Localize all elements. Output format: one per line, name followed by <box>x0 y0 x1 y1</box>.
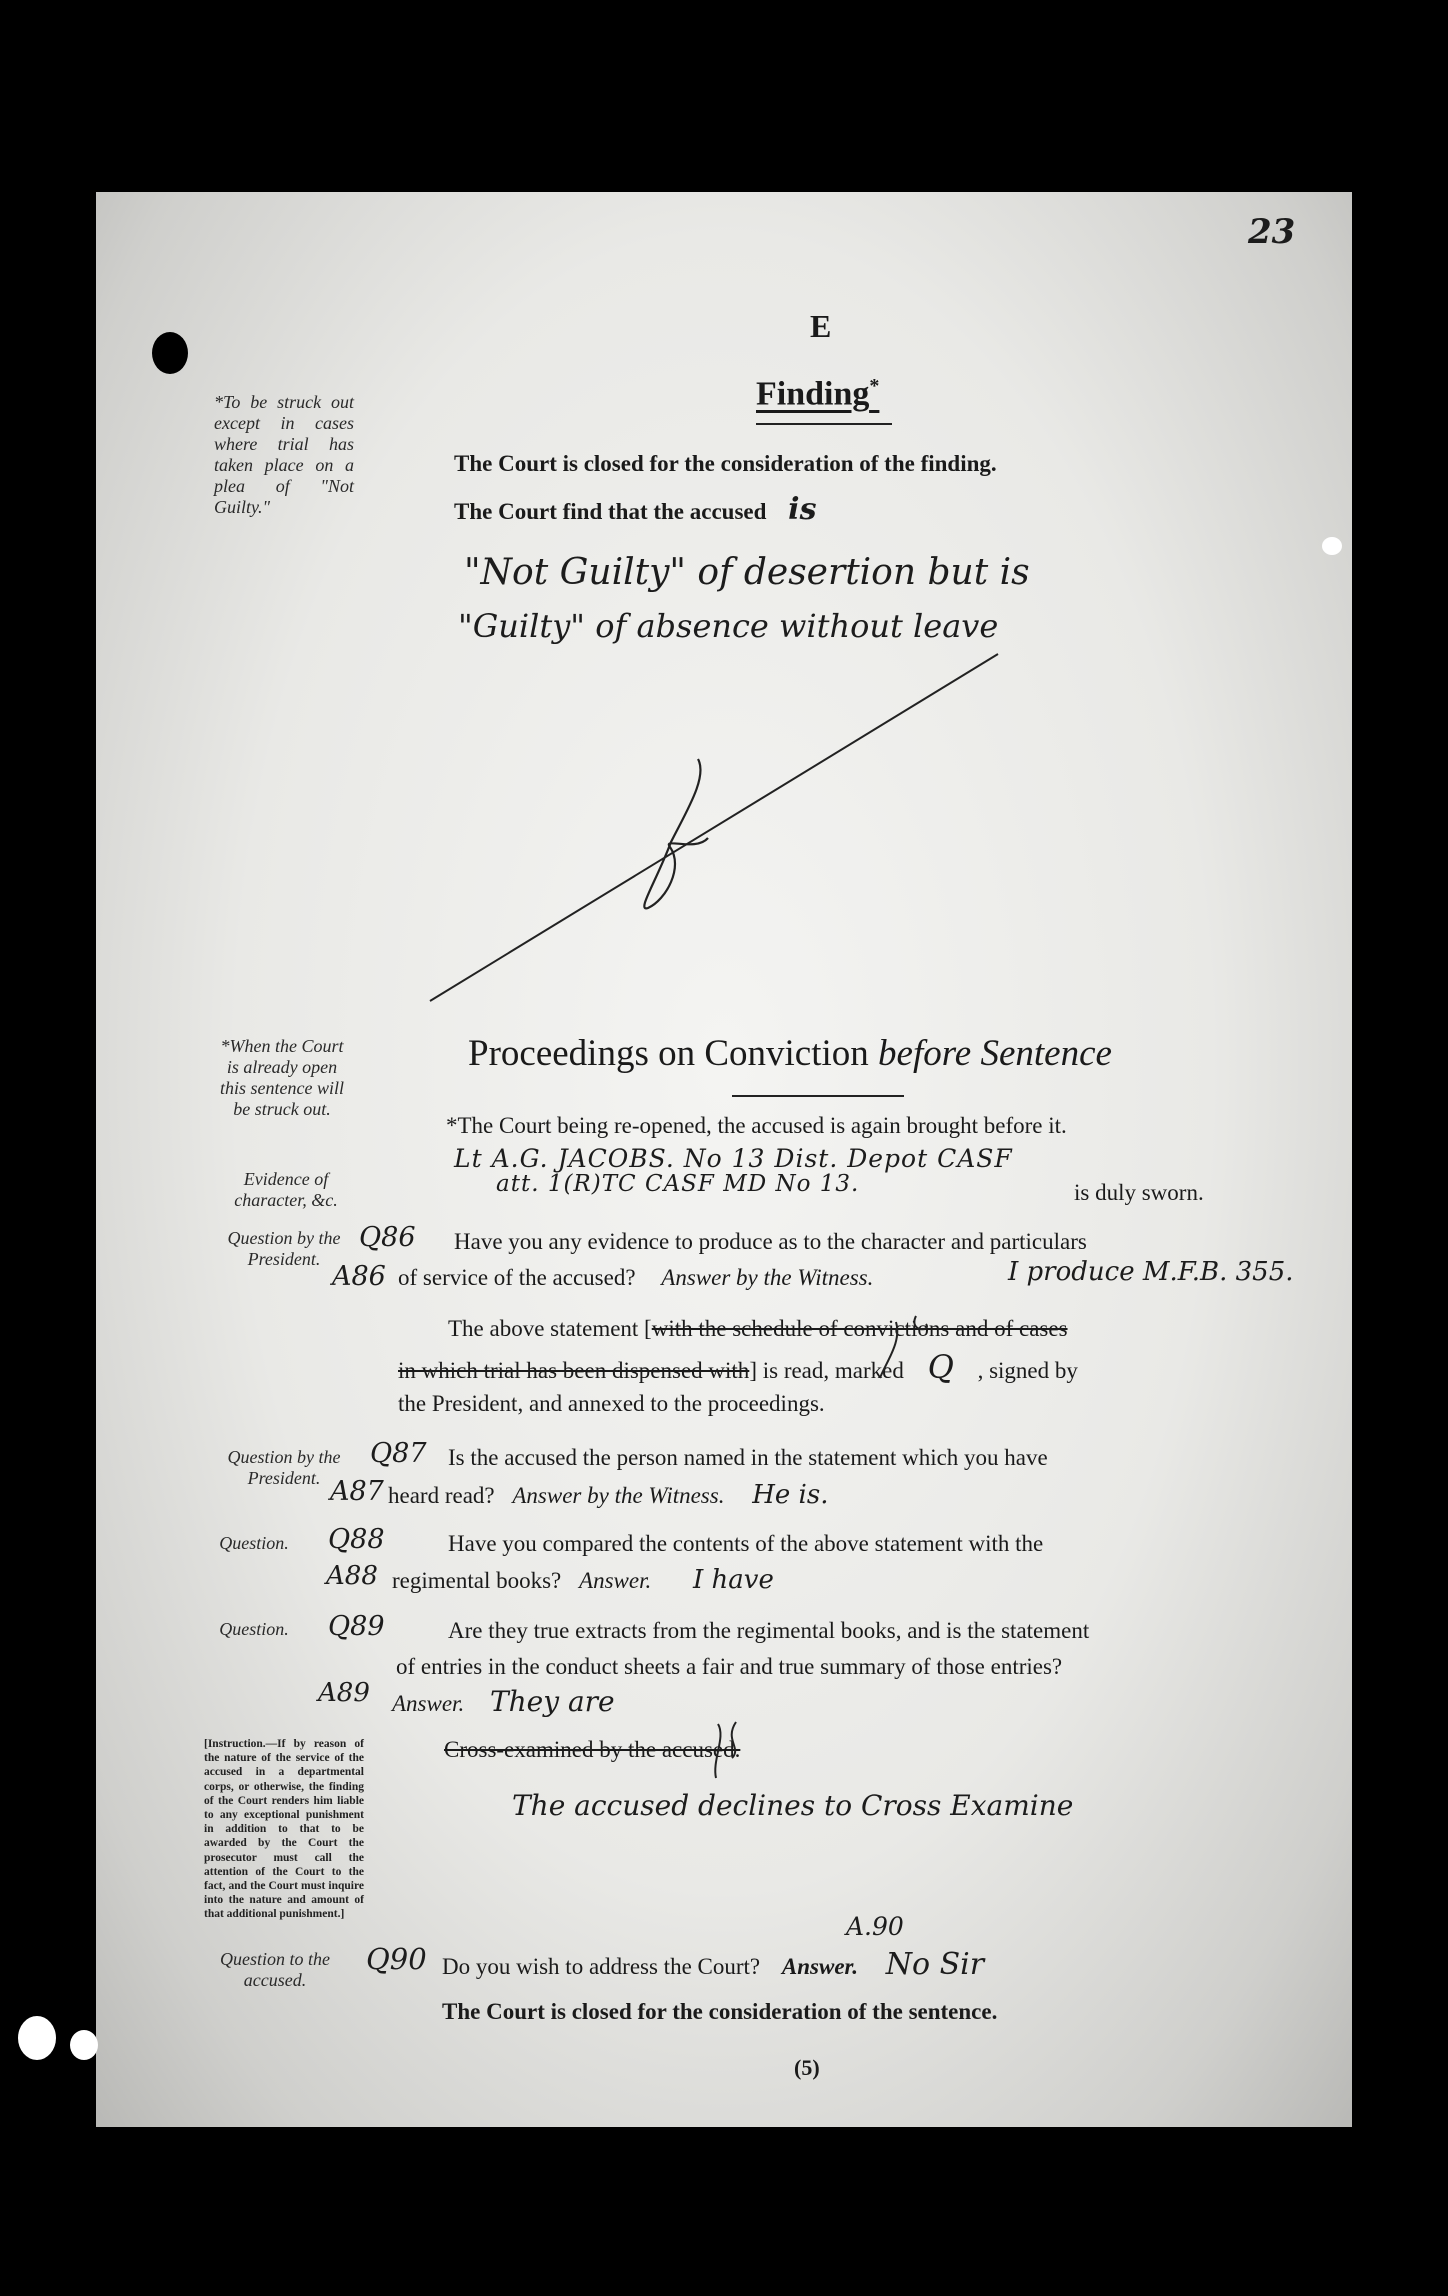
q87-text-2-body: heard read? <box>388 1483 495 1508</box>
q86-margin: Question by the President. <box>227 1228 341 1269</box>
witness-hand-1: Lt A.G. JACOBS. No 13 Dist. Depot CASF <box>454 1144 1013 1173</box>
witness-hand-2: att. 1(R)TC CASF MD No 13. <box>496 1171 860 1197</box>
document-page <box>96 192 1352 2127</box>
q88-answer-label: Answer. <box>579 1568 652 1593</box>
scan-speck <box>1322 537 1342 555</box>
a89-number: A89 <box>318 1678 370 1708</box>
statement-struck-2: in which trial has been dispensed with <box>398 1358 750 1383</box>
cross-struck: Cross-examined by the accused. <box>444 1737 741 1762</box>
scan-speck-left <box>18 2016 56 2060</box>
statement-struck-1: with the schedule of convictions and of cases <box>651 1316 1068 1341</box>
proceedings-title-italic: before Sentence <box>878 1033 1112 1074</box>
finding-title-mark: * <box>869 375 880 397</box>
a90-number: A.90 <box>846 1912 904 1941</box>
footer-page-number: (5) <box>794 2055 820 2080</box>
q86-answer: I produce M.F.B. 355. <box>1008 1257 1294 1287</box>
q87-answer-label: Answer by the Witness. <box>512 1483 725 1508</box>
q88-number: Q88 <box>328 1524 385 1555</box>
a86-number: A86 <box>332 1261 386 1292</box>
initials-scribble <box>644 759 708 908</box>
finding-closed-line: The Court is closed for the consideration of the finding. <box>454 451 997 476</box>
finding-title-text: Finding <box>756 375 870 413</box>
q90-margin: Question to the accused. <box>220 1949 330 1990</box>
reopened-line: *The Court being re-opened, the accused is again brought before it. <box>446 1113 1067 1138</box>
q90-text: Do you wish to address the Court? <box>442 1954 761 1979</box>
page-number: 23 <box>1248 212 1296 252</box>
q90-answer: No Sir <box>885 1947 985 1982</box>
scan-speck-left-2 <box>70 2030 98 2060</box>
q87-margin: Question by the President. <box>227 1447 341 1488</box>
q86-number: Q86 <box>359 1222 416 1253</box>
q90-number: Q90 <box>366 1942 427 1976</box>
q86-text-1: Have you any evidence to produce as to the character and particulars <box>454 1229 1087 1254</box>
q87-answer: He is. <box>752 1480 829 1510</box>
statement-after: ] is read, marked <box>749 1358 904 1383</box>
verdict-line-1: "Not Guilty" of desertion but is <box>464 552 1030 593</box>
q88-margin: Question. <box>219 1533 289 1553</box>
statement-line-3: the President, and annexed to the proceedings. <box>398 1391 825 1416</box>
q89-answer-label: Answer. <box>392 1691 465 1716</box>
q90-answer-label: Answer. <box>781 1954 858 1979</box>
handwriting-strokes <box>96 192 1352 2127</box>
q88-text-1: Have you compared the contents of the above statement with the <box>448 1531 1044 1556</box>
finding-margin-note: *To be struck out except in cases where trial has taken place on a plea of "Not Guilty." <box>214 392 354 517</box>
statement-mark: Q <box>927 1348 954 1386</box>
q89-number: Q89 <box>328 1611 385 1642</box>
section-letter: E <box>810 308 832 344</box>
initials-cross <box>715 1722 736 1778</box>
initials-statement <box>880 1316 927 1378</box>
sworn-text: is duly sworn. <box>1074 1180 1204 1205</box>
q86-text-2-body: of service of the accused? <box>398 1265 636 1290</box>
q89-text-2: of entries in the conduct sheets a fair and true summary of those entries? <box>396 1654 1063 1679</box>
q89-text-1: Are they true extracts from the regimental books, and is the statement <box>448 1618 1090 1643</box>
proceedings-margin-note-1: *When the Court is already open this sentence will be struck out. <box>220 1036 344 1119</box>
q87-number: Q87 <box>370 1438 427 1469</box>
statement-signed: , signed by <box>977 1358 1078 1383</box>
instruction-note: [Instruction.—If by reason of the nature of the service of the accused in a departmental corps, or otherwise, the finding of the Court renders him liable to any exceptional punishment in addition to that to be awarded by the Court the prosecutor must call the attention of the Court to the fact, and the Court must inquire into the nature and amount of that additional punishment.] <box>204 1738 364 1921</box>
a88-number: A88 <box>326 1561 378 1591</box>
a87-number: A87 <box>330 1476 384 1507</box>
q87-text-1: Is the accused the person named in the statement which you have <box>448 1445 1048 1470</box>
cross-hand: The accused declines to Cross Examine <box>512 1789 1074 1822</box>
closing-line: The Court is closed for the consideration of the sentence. <box>442 1999 998 2024</box>
proceedings-margin-note-2: Evidence of character, &c. <box>234 1169 338 1210</box>
q89-answer: They are <box>489 1685 615 1718</box>
proceedings-title-roman: Proceedings on Conviction <box>468 1033 869 1074</box>
find-line-hand: is <box>788 492 817 527</box>
verdict-line-2: "Guilty" of absence without leave <box>458 607 999 645</box>
diagonal-strike-line <box>430 654 998 1001</box>
q88-text-2-body: regimental books? <box>392 1568 562 1593</box>
statement-lead: The above statement [ <box>448 1316 652 1341</box>
q86-answer-label: Answer by the Witness. <box>661 1265 874 1290</box>
find-line-text: The Court find that the accused <box>454 499 767 524</box>
q88-answer: I have <box>692 1565 774 1595</box>
q89-margin: Question. <box>219 1619 289 1639</box>
